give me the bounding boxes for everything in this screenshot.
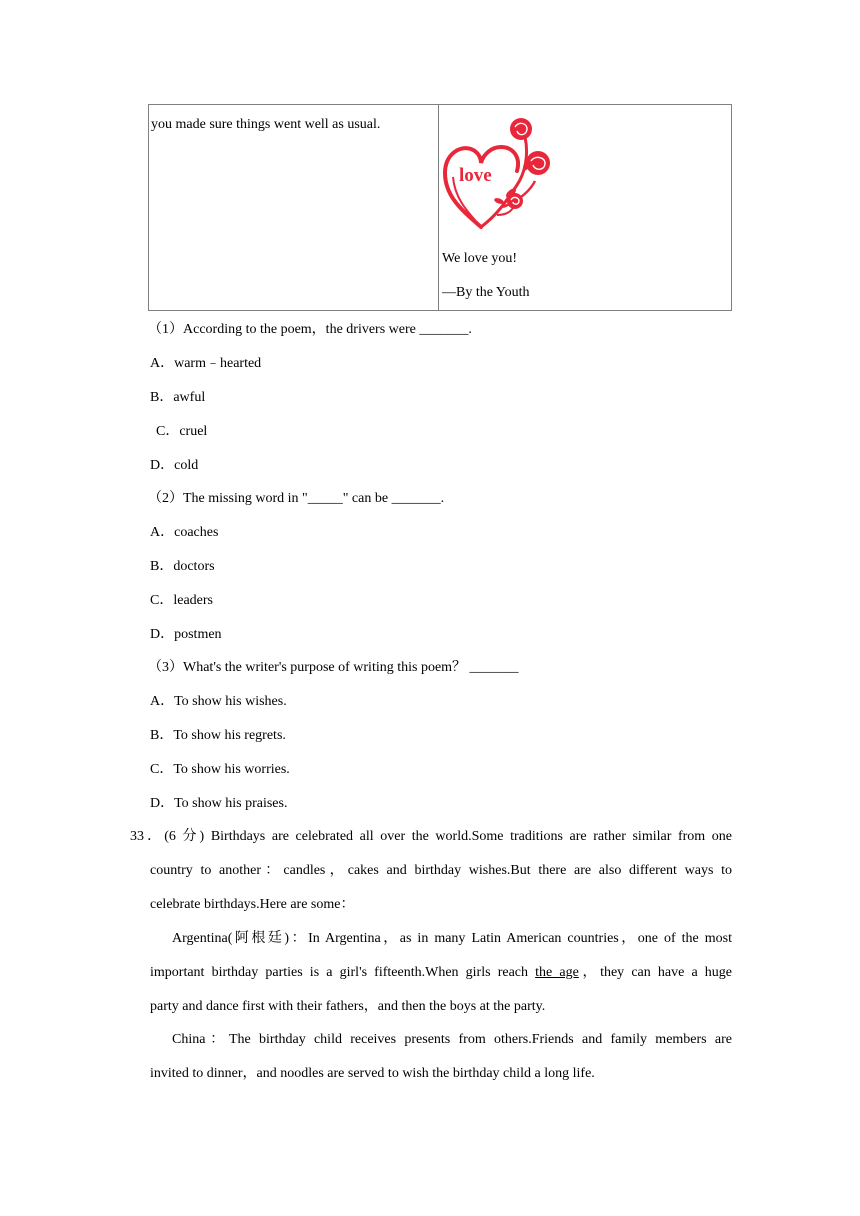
question-1-prompt: （1）According to the poem，the drivers were _______.	[148, 322, 472, 337]
love-word: love	[459, 165, 492, 186]
poem-left-cell	[149, 105, 439, 311]
passage-china-line-2: invited to dinner，and noodles are served to wish the birthday child a long life.	[150, 1066, 595, 1081]
poem-table	[148, 104, 732, 311]
question-1-option-a: A．warm﹣hearted	[150, 356, 262, 371]
passage-intro-line-2: country to another：candles，cakes and birthday wishes.But there are also different ways to	[150, 863, 732, 878]
question-3-option-d: D．To show his praises.	[150, 796, 288, 811]
argentina-line-2-text-a: important birthday parties is a girl's fifteenth.When girls reach	[150, 965, 536, 980]
question-3-prompt: （3）What's the writer's purpose of writing this poem？ _______	[148, 660, 519, 675]
love-heart-rose-image	[441, 115, 559, 237]
poem-left-text: you made sure things went well as usual.	[151, 117, 381, 132]
poem-signature: —By the Youth	[442, 285, 530, 300]
passage-argentina-line-1: Argentina(阿根廷)：In Argentina，as in many Latin American countries，one of the most	[172, 931, 732, 946]
passage-argentina-line-3: party and dance first with their fathers，and then the boys at the party.	[150, 999, 546, 1014]
question-3-option-c: C．To show his worries.	[150, 762, 290, 777]
passage-intro-line-1: 33．(6 分) Birthdays are celebrated all over the world.Some traditions are rather similar from one	[130, 829, 732, 844]
question-2-prompt: （2）The missing word in "_____" can be _______.	[148, 491, 445, 506]
question-2-option-d: D．postmen	[150, 627, 222, 642]
passage-intro-line-3: celebrate birthdays.Here are some：	[150, 897, 355, 912]
argentina-line-2-text-b: ，they can have a huge	[578, 965, 733, 980]
question-3-option-b: B．To show his regrets.	[150, 728, 286, 743]
question-1-option-d: D．cold	[150, 458, 199, 473]
question-2-option-b: B．doctors	[150, 559, 215, 574]
question-1-option-c: C．cruel	[156, 424, 208, 439]
question-2-option-a: A．coaches	[150, 525, 219, 540]
question-3-option-a: A．To show his wishes.	[150, 694, 287, 709]
passage-argentina-line-2	[150, 964, 732, 982]
question-1-option-b: B．awful	[150, 390, 206, 405]
passage-china-line-1: China：The birthday child receives presents from others.Friends and family members are	[172, 1032, 732, 1047]
poem-right-cell	[439, 105, 732, 311]
question-2-option-c: C．leaders	[150, 593, 213, 608]
poem-closing-line: We love you!	[442, 251, 518, 266]
underlined-phrase: the age	[535, 965, 579, 980]
